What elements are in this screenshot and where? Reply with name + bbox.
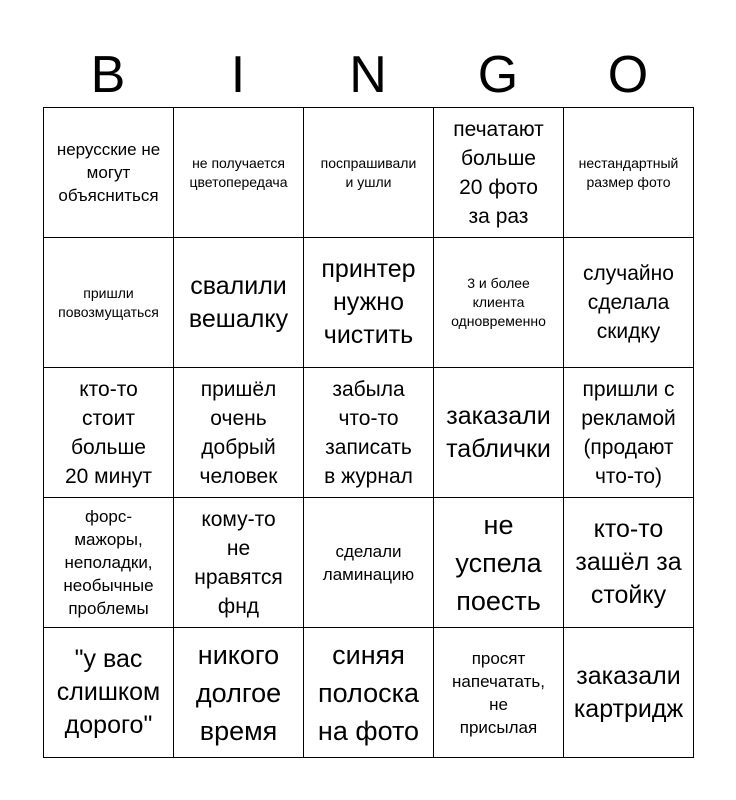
bingo-cell[interactable]: сделали ламинацию (304, 498, 434, 628)
bingo-cell[interactable]: заказали картридж (564, 628, 694, 758)
bingo-grid (43, 107, 694, 758)
bingo-cell[interactable]: просят напечатать, не присылая (434, 628, 564, 758)
grid-row (44, 498, 694, 628)
bingo-cell[interactable]: кто-то зашёл за стойку (564, 498, 694, 628)
bingo-cell[interactable]: пришёл очень добрый человек (174, 368, 304, 498)
bingo-cell[interactable]: пришли с рекламой (продают что-то) (564, 368, 694, 498)
grid-row (44, 628, 694, 758)
grid-row (44, 368, 694, 498)
bingo-cell[interactable]: нерусские не могут объясниться (44, 108, 174, 238)
bingo-cell[interactable]: заказали таблички (434, 368, 564, 498)
bingo-header (43, 42, 693, 108)
bingo-cell[interactable]: не успела поесть (434, 498, 564, 628)
bingo-cell[interactable]: забыла что-то записать в журнал (304, 368, 434, 498)
bingo-cell[interactable]: случайно сделала скидку (564, 238, 694, 368)
bingo-cell[interactable]: "у вас слишком дорого" (44, 628, 174, 758)
bingo-cell[interactable]: поспрашивали и ушли (304, 108, 434, 238)
bingo-cell[interactable]: не получается цветопередача (174, 108, 304, 238)
header-letter-n: N (349, 46, 387, 104)
bingo-cell[interactable]: кто-то стоит больше 20 минут (44, 368, 174, 498)
bingo-cell[interactable]: печатают больше 20 фото за раз (434, 108, 564, 238)
grid-row (44, 108, 694, 238)
bingo-cell[interactable]: принтер нужно чистить (304, 238, 434, 368)
header-letter-b: B (90, 46, 126, 104)
bingo-cell[interactable]: кому-то не нравятся фнд (174, 498, 304, 628)
bingo-cell[interactable]: свалили вешалку (174, 238, 304, 368)
bingo-cell[interactable]: пришли повозмущаться (44, 238, 174, 368)
header-letter-g: G (477, 46, 519, 104)
header-letter-o: O (607, 46, 649, 104)
bingo-cell[interactable]: форс- мажоры, неполадки, необычные проблемы (44, 498, 174, 628)
bingo-cell[interactable]: нестандартный размер фото (564, 108, 694, 238)
bingo-cell[interactable]: никого долгое время (174, 628, 304, 758)
grid-row (44, 238, 694, 368)
header-letter-i: I (230, 46, 246, 104)
bingo-cell[interactable]: синяя полоска на фото (304, 628, 434, 758)
bingo-cell[interactable]: 3 и более клиента одновременно (434, 238, 564, 368)
